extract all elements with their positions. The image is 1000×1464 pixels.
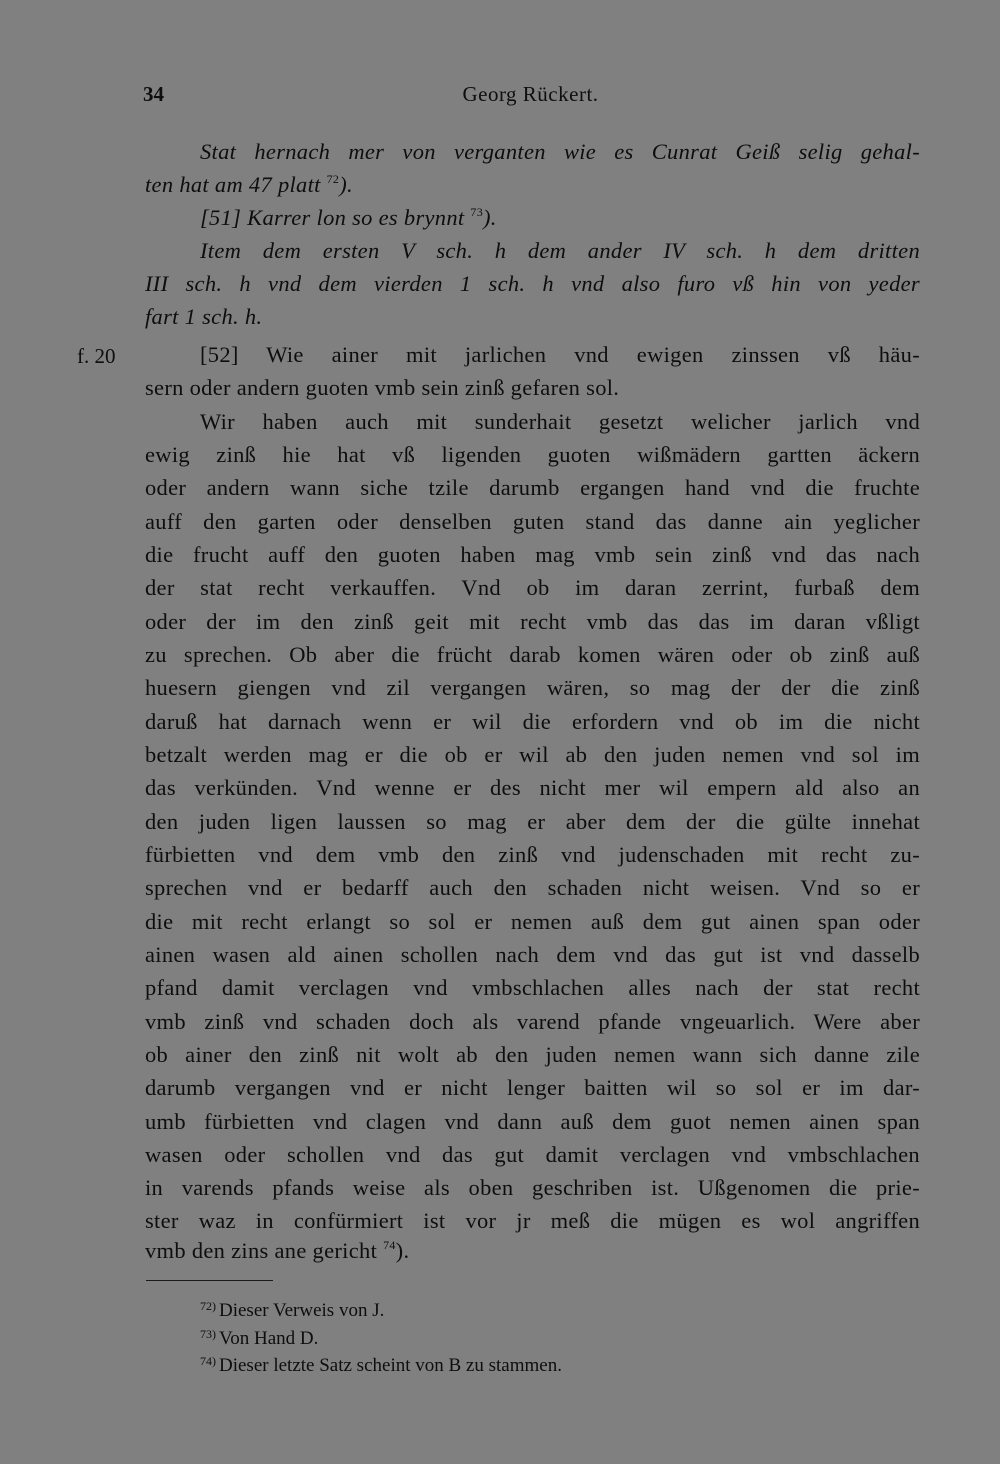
text-line bbox=[200, 135, 920, 168]
text-line bbox=[145, 905, 920, 938]
text-line bbox=[145, 168, 920, 205]
line-text: vmb zinß vnd schaden doch als varend pfande vngeuarlich. Were aber bbox=[145, 1009, 920, 1034]
line-suffix: ). bbox=[339, 172, 353, 197]
line-text: auff den garten oder denselben guten stand das danne ain yeglicher bbox=[145, 509, 920, 534]
text-line bbox=[200, 338, 920, 371]
line-text: betzalt werden mag er die ob er wil ab den juden nemen vnd sol im bbox=[145, 742, 920, 767]
line-text: Item dem ersten V sch. h dem ander IV sch. h dem dritten bbox=[200, 238, 920, 263]
line-text: pfand damit verclagen vnd vmbschlachen alles nach der stat recht bbox=[145, 975, 920, 1000]
text-line bbox=[145, 838, 920, 871]
line-text: sprechen vnd er bedarff auch den schaden nicht weisen. Vnd so er bbox=[145, 875, 920, 900]
text-line bbox=[145, 267, 920, 300]
text-line bbox=[145, 538, 920, 571]
line-text: huesern giengen vnd zil vergangen wären, so mag der der die zinß bbox=[145, 675, 920, 700]
line-text: oder der im den zinß geit mit recht vmb das das im daran vßligt bbox=[145, 609, 920, 634]
folio-margin-note: f. 20 bbox=[77, 344, 116, 368]
line-text: umb fürbietten vnd clagen vnd dann auß dem guot nemen ainen span bbox=[145, 1109, 920, 1134]
footnote bbox=[200, 1325, 318, 1354]
text-line bbox=[145, 871, 920, 904]
footnote-text: Dieser letzte Satz scheint von B zu stammen. bbox=[219, 1355, 562, 1376]
line-suffix: ). bbox=[483, 205, 497, 230]
text-line bbox=[145, 938, 920, 971]
text-line bbox=[145, 705, 920, 738]
page-header bbox=[143, 82, 918, 112]
line-text: ten hat am 47 platt bbox=[145, 172, 327, 197]
footnote-number: 72) bbox=[200, 1299, 216, 1313]
page-number: 34 bbox=[143, 82, 164, 106]
text-line bbox=[145, 771, 920, 804]
text-line bbox=[145, 571, 920, 604]
line-text: den juden ligen laussen so mag er aber dem der die gülte innehat bbox=[145, 809, 920, 834]
text-line bbox=[145, 471, 920, 504]
line-text: das verkünden. Vnd wenne er des nicht mer wil empern ald also an bbox=[145, 775, 920, 800]
footnote bbox=[200, 1297, 384, 1326]
footnote-text: Dieser Verweis von J. bbox=[219, 1300, 385, 1321]
text-line bbox=[145, 738, 920, 771]
text-line bbox=[145, 371, 920, 404]
line-suffix: ). bbox=[395, 1238, 410, 1263]
line-text: vmb den zins ane gericht bbox=[145, 1238, 384, 1263]
line-text: Wir haben auch mit sunderhait gesetzt welicher jarlich vnd bbox=[200, 409, 920, 434]
text-line bbox=[145, 671, 920, 704]
text-line bbox=[145, 971, 920, 1004]
text-line bbox=[200, 234, 920, 267]
line-text: III sch. h vnd dem vierden 1 sch. h vnd also furo vß hin von yeder bbox=[145, 271, 920, 296]
text-line bbox=[145, 300, 920, 333]
footnote-number: 74) bbox=[200, 1354, 216, 1368]
text-line bbox=[145, 1071, 920, 1104]
text-line bbox=[200, 201, 920, 238]
text-line bbox=[145, 805, 920, 838]
line-text: fürbietten vnd dem vmb den zinß vnd judenschaden mit recht zu- bbox=[145, 842, 920, 867]
text-line bbox=[145, 505, 920, 538]
line-text: in varends pfands weise als oben geschriben ist. Ußgenomen die prie- bbox=[145, 1175, 920, 1200]
line-text: daruß hat darnach wenn er wil die erfordern vnd ob im die nicht bbox=[145, 709, 920, 734]
text-line bbox=[145, 605, 920, 638]
text-line bbox=[145, 1171, 920, 1204]
footnote bbox=[200, 1352, 562, 1381]
line-text: die mit recht erlangt so sol er nemen auß dem gut ainen span oder bbox=[145, 909, 920, 934]
line-text: ewig zinß hie hat vß ligenden guoten wißmädern gartten äckern bbox=[145, 442, 920, 467]
line-text: zu sprechen. Ob aber die frücht darab komen wären oder ob zinß auß bbox=[145, 642, 920, 667]
text-line bbox=[145, 1234, 920, 1271]
footnote-number: 73) bbox=[200, 1327, 216, 1341]
line-text: oder andern wann siche tzile darumb ergangen hand vnd die fruchte bbox=[145, 475, 920, 500]
line-text: darumb vergangen vnd er nicht lenger baitten wil so sol er im dar- bbox=[145, 1075, 920, 1100]
line-text: ainen wasen ald ainen schollen nach dem vnd das gut ist vnd dasselb bbox=[145, 942, 920, 967]
line-text: der stat recht verkauffen. Vnd ob im daran zerrint, furbaß dem bbox=[145, 575, 920, 600]
line-text: sern oder andern guoten vmb sein zinß gefaren sol. bbox=[145, 375, 620, 400]
text-line bbox=[145, 1038, 920, 1071]
footnote-marker: 72 bbox=[326, 172, 340, 186]
footnote-text: Von Hand D. bbox=[219, 1328, 319, 1349]
text-line bbox=[145, 1105, 920, 1138]
line-text: die frucht auff den guoten haben mag vmb sein zinß vnd das nach bbox=[145, 542, 920, 567]
text-line bbox=[145, 1204, 920, 1237]
line-text: wasen oder schollen vnd das gut damit verclagen vnd vmbschlachen bbox=[145, 1142, 920, 1167]
text-line bbox=[200, 405, 920, 438]
text-line bbox=[145, 638, 920, 671]
footnote-rule bbox=[146, 1280, 273, 1281]
running-title: Georg Rückert. bbox=[462, 82, 599, 106]
footnote-marker: 73 bbox=[470, 205, 483, 219]
line-text: ob ainer den zinß nit wolt ab den juden nemen wann sich danne zile bbox=[145, 1042, 920, 1067]
line-text: [51] Karrer lon so es brynnt bbox=[200, 205, 471, 230]
line-text: ster waz in confürmiert ist vor jr meß die mügen es wol angriffen bbox=[145, 1208, 920, 1233]
text-line bbox=[145, 438, 920, 471]
line-text: Stat hernach mer von verganten wie es Cunrat Geiß selig gehal- bbox=[200, 139, 920, 164]
text-line bbox=[145, 1005, 920, 1038]
text-line bbox=[145, 1138, 920, 1171]
footnote-marker: 74 bbox=[383, 1238, 396, 1252]
line-text: fart 1 sch. h. bbox=[145, 304, 263, 329]
line-text: [52] Wie ainer mit jarlichen vnd ewigen zinssen vß häu- bbox=[200, 342, 920, 367]
